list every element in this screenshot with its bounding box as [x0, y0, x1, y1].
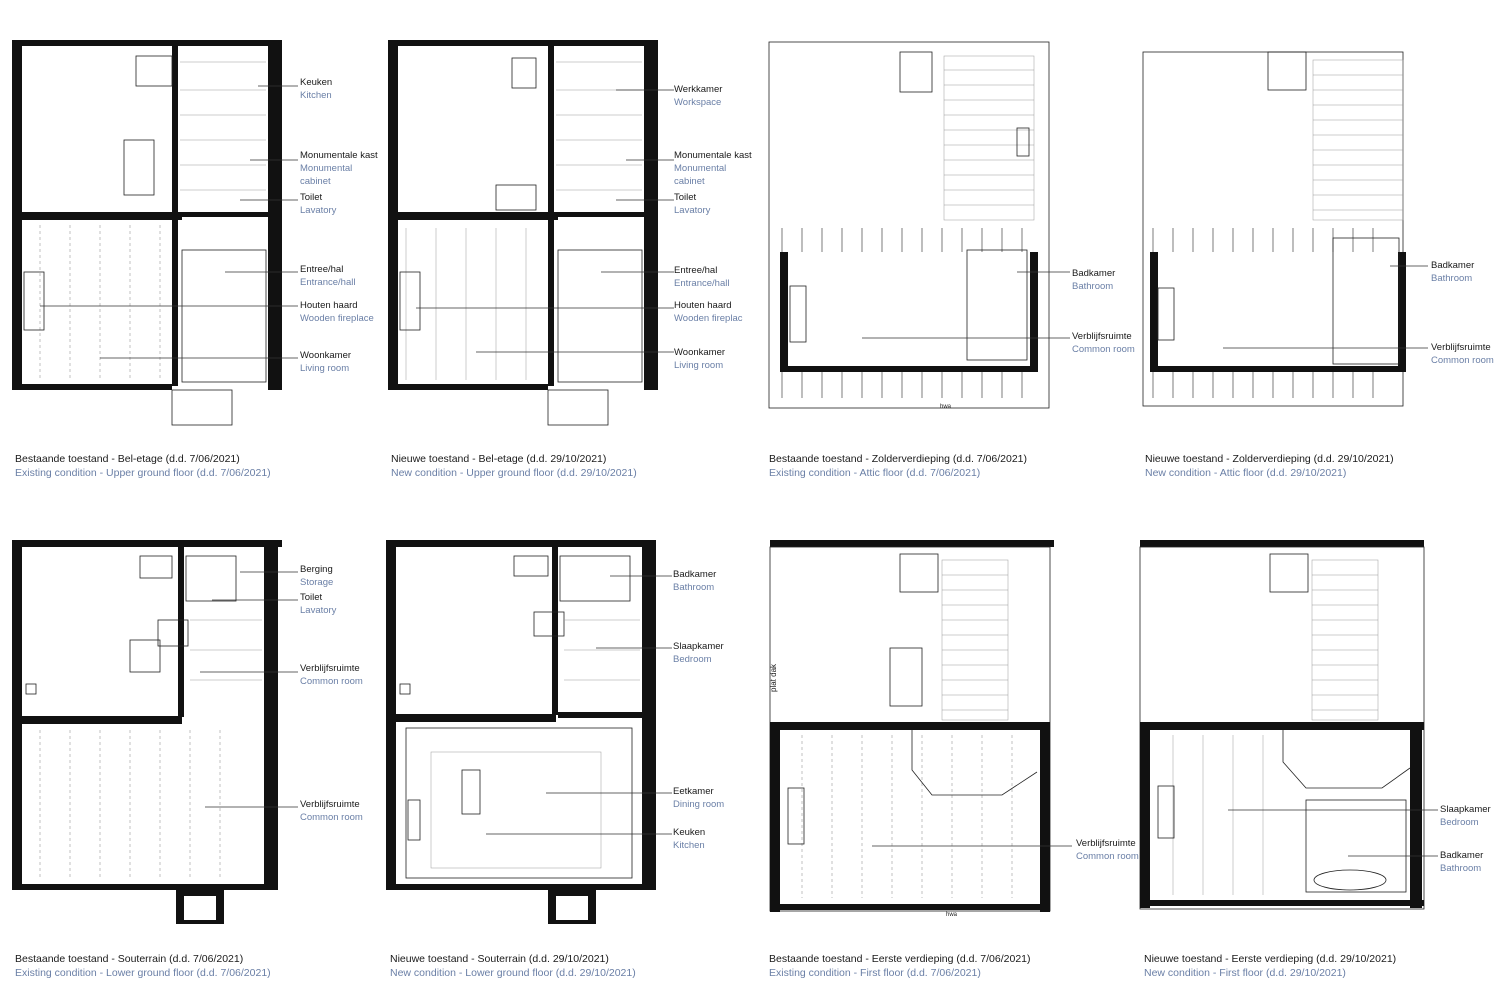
label-fireplace: Houten haard Wooden fireplac [674, 300, 743, 324]
panel-caption: Bestaande toestand - Bel-etage (d.d. 7/06/2021) Existing condition - Upper ground floor (d.d. 7/06/2021) [15, 453, 271, 479]
label-bedroom: Slaapkamer Bedroom [673, 641, 724, 665]
panel-caption: Nieuwe toestand - Souterrain (d.d. 29/10/2021) New condition - Lower ground floor (d.d. 29/10/2021) [390, 953, 636, 979]
label-common-room: Verblijfsruimte Common room [1072, 331, 1135, 355]
hwa-note: hwa [946, 912, 958, 918]
label-monumental-cabinet: Monumentale kast Monumental cabinet [674, 150, 752, 187]
panel-caption: Nieuwe toestand - Bel-etage (d.d. 29/10/2021) New condition - Upper ground floor (d.d. 29/10/2021) [391, 453, 637, 479]
floor-plan-new-lower-ground [376, 500, 756, 1000]
label-bathroom: Badkamer Bathroom [1072, 268, 1116, 292]
plan-drawing [752, 500, 1132, 930]
label-lavatory: Toilet Lavatory [300, 592, 337, 616]
label-bathroom: Badkamer Bathroom [1431, 260, 1475, 284]
label-dining-room: Eetkamer Dining room [673, 786, 725, 810]
label-common-room-front: Verblijfsruimte Common room [300, 663, 363, 687]
label-entrance: Entree/hal Entrance/hall [300, 264, 356, 288]
floor-plan-existing-first-floor [752, 500, 1139, 1000]
label-common-room: Verblijfsruimte Common room [1431, 342, 1494, 366]
floor-plan-new-first-floor [1128, 500, 1500, 1000]
label-fireplace: Houten haard Wooden fireplace [300, 300, 374, 324]
floor-plan-existing-upper-ground [0, 0, 380, 500]
floor-plan-new-attic [1128, 0, 1500, 500]
floor-plan-existing-lower-ground [0, 500, 380, 1000]
label-living-room: Woonkamer Living room [300, 350, 352, 374]
label-lavatory: Toilet Lavatory [674, 192, 711, 216]
panel-caption: Nieuwe toestand - Eerste verdieping (d.d. 29/10/2021) New condition - First floor (d.d. 29/10/2021) [1144, 953, 1397, 979]
label-lavatory: Toilet Lavatory [300, 192, 337, 216]
label-bathroom: Badkamer Bathroom [673, 569, 717, 593]
panel-caption: Bestaande toestand - Zolderverdieping (d.d. 7/06/2021) Existing condition - Attic floor (d.d. 7/06/2021) [769, 453, 1028, 479]
panel-caption: Bestaande toestand - Souterrain (d.d. 7/06/2021) Existing condition - Lower ground floor (d.d. 7/06/2021) [15, 953, 271, 979]
label-kitchen: Keuken Kitchen [300, 77, 333, 101]
label-storage: Berging Storage [300, 564, 334, 588]
plan-drawing [752, 0, 1132, 420]
label-entrance: Entree/hal Entrance/hall [674, 265, 730, 289]
label-common-room-back: Verblijfsruimte Common room [300, 799, 363, 823]
panel-caption: Nieuwe toestand - Zolderverdieping (d.d. 29/10/2021) New condition - Attic floor (d.d. 29/10/2021) [1145, 453, 1394, 479]
flat-roof-note: plat dak [769, 663, 778, 692]
label-kitchen: Keuken Kitchen [673, 827, 706, 851]
label-living-room: Woonkamer Living room [674, 347, 726, 371]
floor-plan-existing-attic [752, 0, 1135, 500]
label-workspace: Werkkamer Workspace [674, 84, 723, 108]
floor-plan-new-upper-ground [376, 0, 756, 500]
label-bathroom: Badkamer Bathroom [1440, 850, 1484, 874]
panel-caption: Bestaande toestand - Eerste verdieping (d.d. 7/06/2021) Existing condition - First floor (d.d. 7/06/2021) [769, 953, 1031, 979]
label-bedroom: Slaapkamer Bedroom [1440, 804, 1491, 828]
label-common-room: Verblijfsruimte Common room [1076, 838, 1139, 862]
plan-drawing [376, 500, 756, 930]
hwa-note: hwa [940, 404, 952, 410]
label-monumental-cabinet: Monumentale kast Monumental cabinet [300, 150, 378, 187]
